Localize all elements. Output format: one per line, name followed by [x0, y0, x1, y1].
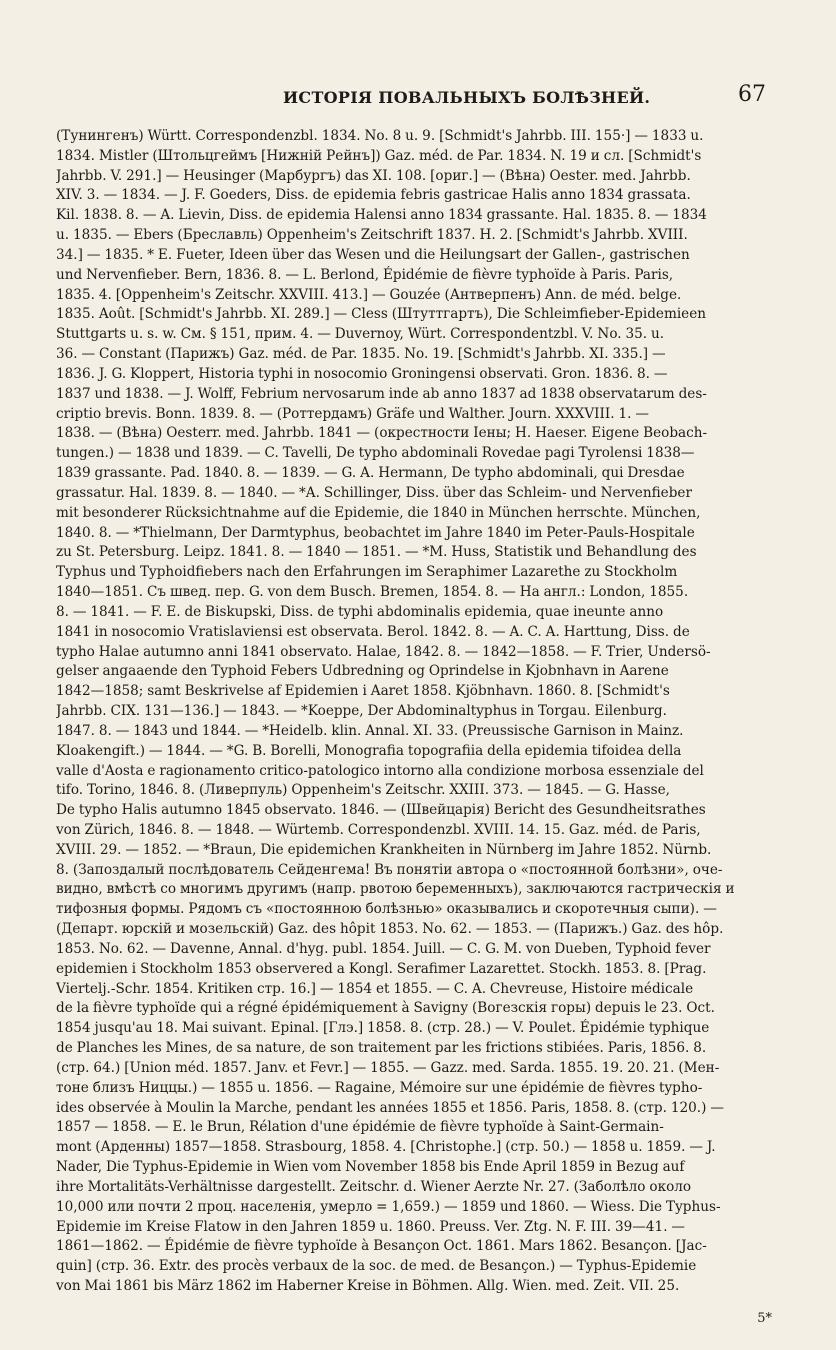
page-header	[0, 80, 836, 114]
text-line: ihre Mortalitäts-Verhältnisse dargestellt. Zeitschr. d. Wiener Aerzte Nr. 27. (Заболѣло около	[56, 1178, 692, 1195]
text-line: mont (Арденны) 1857—1858. Strasbourg, 1858. 4. [Christophe.] (стр. 50.) — 1858 u. 1859. — J.	[56, 1139, 716, 1156]
text-line: тоне близъ Ниццы.) — 1855 u. 1856. — Ragaine, Mémoire sur une épidémie de fièvres typho-	[56, 1079, 703, 1096]
text-line: De typho Halis autumno 1845 observato. 1846. — (Швейцарія) Bericht des Gesundheitsrathes	[56, 802, 706, 819]
text-line: 1861—1862. — Épidémie de fièvre typhoïde à Besançon Oct. 1861. Mars 1862. Besançon. [Jac-	[56, 1238, 707, 1255]
body-text	[56, 127, 774, 1297]
text-line: gelser angaaende den Typhoid Febers Udbredning og Oprindelse in Kjobnhavn in Aarene	[56, 663, 669, 680]
text-line: XIV. 3. — 1834. — J. F. Goeders, Diss. de epidemia febris gastricae Halis anno 1834 grassata.	[56, 187, 691, 204]
page-number: 67	[738, 82, 766, 107]
text-line: Epidemie im Kreise Flatow in den Jahren 1859 u. 1860. Preuss. Ver. Ztg. N. F. III. 39—41. —	[56, 1218, 686, 1235]
text-line: Typhus und Typhoidfiebers nach den Erfahrungen im Seraphimer Lazarethe zu Stockholm	[56, 564, 678, 581]
signature-mark: 5*	[757, 1311, 772, 1326]
text-line: zu St. Petersburg. Leipz. 1841. 8. — 1840 — 1851. — *M. Huss, Statistik und Behandlung des	[56, 544, 697, 561]
text-line: de la fièvre typhoïde qui a régné épidémiquement à Savigny (Вогезскія горы) depuis le 23. Oct.	[56, 1000, 715, 1017]
text-line: Kil. 1838. 8. — A. Lievin, Diss. de epidemia Halensi anno 1834 grassante. Hal. 1835. 8. — 1834	[56, 207, 707, 224]
text-line: 1842—1858; samt Beskrivelse af Epidemien i Aaret 1858. Kjöbnhavn. 1860. 8. [Schmidt's	[56, 683, 670, 700]
text-line: видно, вмѣстѣ со многимъ другимъ (напр. рвотою беременныхъ), заключаются гастрическія и	[56, 881, 735, 898]
text-line: Viertelj.-Schr. 1854. Kritiken стр. 16.] — 1854 et 1855. — C. A. Chevreuse, Histoire médicale	[56, 980, 694, 997]
text-line: valle d'Aosta e ragionamento critico-patologico intorno alla condizione morbosa essenziale del	[56, 762, 704, 779]
text-line: 1853. No. 62. — Davenne, Annal. d'hyg. publ. 1854. Juill. — C. G. M. von Dueben, Typhoid fever	[56, 940, 711, 957]
text-line: 1838. — (Вѣна) Oesterr. med. Jahrbb. 1841 — (окрестности Іены; H. Haeser. Eigene Beobach-	[56, 425, 708, 442]
text-line: u. 1835. — Ebers (Бреславль) Oppenheim's Zeitschrift 1837. H. 2. [Schmidt's Jahrbb. XVIII.	[56, 227, 688, 244]
text-line: ides observée à Moulin la Marche, pendant les années 1855 et 1856. Paris, 1858. 8. (стр. 120.) —	[56, 1099, 724, 1116]
text-line: 1835. 4. [Oppenheim's Zeitschr. XXVIII. 413.] — Gouzée (Антверпенъ) Ann. de méd. belge.	[56, 286, 682, 303]
text-line: 1847. 8. — 1843 und 1844. — *Heidelb. klin. Annal. XI. 33. (Preussische Garnison in Mainz.	[56, 722, 684, 739]
text-line: Jahrbb. V. 291.] — Heusinger (Марбургъ) das XI. 108. [ориг.] — (Вѣна) Oester. med. Jahrbb.	[56, 167, 691, 184]
text-line: von Mai 1861 bis März 1862 im Haberner Kreise in Böhmen. Allg. Wien. med. Zeit. VII. 25.	[56, 1278, 680, 1295]
text-line: 1841 in nosocomio Vratislaviensi est observata. Berol. 1842. 8. — A. C. A. Harttung, Diss. de	[56, 623, 690, 640]
text-line: mit besonderer Rücksichtnahme auf die Epidemie, die 1840 in München herrschte. München,	[56, 504, 701, 521]
text-line: 1840. 8. — *Thielmann, Der Darmtyphus, beobachtet im Jahre 1840 im Peter-Pauls-Hospitale	[56, 524, 695, 541]
text-line: de Planches les Mines, de sa nature, de son traitement par les frictions stibiées. Paris, 1856. 8.	[56, 1040, 707, 1057]
text-line: 1837 und 1838. — J. Wolff, Febrium nervosarum inde ab anno 1837 ad 1838 observatarum des-	[56, 385, 707, 402]
text-line: 1840—1851. Съ швед. пер. G. von dem Busch. Bremen, 1854. 8. — На англ.: London, 1855.	[56, 584, 689, 601]
text-line: und Nervenfieber. Bern, 1836. 8. — L. Berlond, Épidémie de fièvre typhoïde à Paris. Paris,	[56, 266, 674, 283]
text-line: (стр. 64.) [Union méd. 1857. Janv. et Fevr.] — 1855. — Gazz. med. Sarda. 1855. 19. 20. 21. (Мен-	[56, 1059, 720, 1076]
text-line: 1836. J. G. Kloppert, Historia typhi in nosocomio Groningensi observati. Gron. 1836. 8. —	[56, 365, 668, 382]
text-line: typho Halae autumno anni 1841 observato. Halae, 1842. 8. — 1842—1858. — F. Trier, Undersö-	[56, 643, 711, 660]
text-line: 1839 grassante. Pad. 1840. 8. — 1839. — G. A. Hermann, De typho abdominali, qui Dresdae	[56, 465, 685, 482]
text-line: 34.] — 1835. * E. Fueter, Ideen über das Wesen und die Heilungsart der Gallen-, gastrischen	[56, 246, 690, 263]
text-line: von Zürich, 1846. 8. — 1848. — Würtemb. Correspondenzbl. XVIII. 14. 15. Gaz. méd. de Paris,	[56, 821, 701, 838]
text-line: grassatur. Hal. 1839. 8. — 1840. — *A. Schillinger, Diss. über das Schleim- und Nervenfieber	[56, 484, 692, 501]
running-title: ИСТОРІЯ ПОВАЛЬНЫХЪ БОЛѢЗНЕЙ.	[283, 88, 651, 107]
text-line: Kloakengift.) — 1844. — *G. B. Borelli, Monografia topografiia della epidemia tifoidea della	[56, 742, 682, 759]
text-line: XVIII. 29. — 1852. — *Braun, Die epidemichen Krankheiten in Nürnberg im Jahre 1852. Nürnb.	[56, 841, 712, 858]
text-line: Nader, Die Typhus-Epidemie in Wien vom November 1858 bis Ende April 1859 in Bezug auf	[56, 1159, 685, 1176]
text-line: 10,000 или почти 2 проц. населенія, умерло = 1,659.) — 1859 und 1860. — Wiess. Die Typhus-	[56, 1198, 721, 1215]
text-line: 1834. Mistler (Штольцгеймъ [Нижній Рейнъ]) Gaz. méd. de Par. 1834. N. 19 и сл. [Schmidt's	[56, 147, 702, 164]
text-line: 1857 — 1858. — E. le Brun, Rélation d'une épidémie de fièvre typhoïde à Saint-Germain-	[56, 1119, 664, 1136]
text-line: tungen.) — 1838 und 1839. — C. Tavelli, De typho abdominali Rovedae pagi Tyrolensi 1838—	[56, 445, 695, 462]
text-line: 1835. Août. [Schmidt's Jahrbb. XI. 289.] — Cless (Штуттгартъ), Die Schleimfieber-Epidemieen	[56, 306, 707, 323]
text-line: Jahrbb. CIX. 131—136.] — 1843. — *Koeppe, Der Abdominaltyphus in Torgau. Eilenburg.	[56, 703, 667, 720]
text-line: tifo. Torino, 1846. 8. (Ливерпуль) Oppenheim's Zeitschr. XXIII. 373. — 1845. — G. Hasse,	[56, 782, 670, 799]
text-line: 36. — Constant (Парижъ) Gaz. méd. de Par. 1835. No. 19. [Schmidt's Jahrbb. XI. 335.] —	[56, 346, 666, 363]
text-line: 8. (Запоздалый послѣдователь Сейденгема! Въ понятіи автора о «постоянной болѣзни», оче-	[56, 861, 723, 878]
text-line: тифозныя формы. Рядомъ съ «постоянною болѣзнью» оказывались и скоротечныя сыпи). —	[56, 901, 717, 918]
text-line: 8. — 1841. — F. E. de Biskupski, Diss. de typhi abdominalis epidemia, quae ineunte anno	[56, 603, 664, 620]
text-line: (Тунингенъ) Württ. Correspondenzbl. 1834. No. 8 u. 9. [Schmidt's Jahrbb. III. 155·] — 1833 u.	[56, 128, 704, 144]
text-line: 1854 jusqu'au 18. Mai suivant. Epinal. [Глэ.] 1858. 8. (стр. 28.) — V. Poulet. Épidémie typhique	[56, 1020, 710, 1037]
text-line: quin] (стр. 36. Extr. des procès verbaux de la soc. de med. de Besançon.) — Typhus-Epidemie	[56, 1258, 697, 1275]
text-line: Stuttgarts u. s. w. См. § 151, прим. 4. — Duvernoy, Würt. Correspondentzbl. V. No. 35. u.	[56, 326, 665, 343]
text-line: epidemien i Stockholm 1853 observered a Kongl. Serafimer Lazarettet. Stockh. 1853. 8. [Prag.	[56, 960, 707, 977]
text-line: criptio brevis. Bonn. 1839. 8. — (Роттердамъ) Gräfe und Walther. Journ. XXXVIII. 1. —	[56, 405, 649, 422]
text-line: (Департ. юрскій и мозельскій) Gaz. des hôpit 1853. No. 62. — 1853. — (Парижъ.) Gaz. des hôp.	[56, 921, 724, 938]
